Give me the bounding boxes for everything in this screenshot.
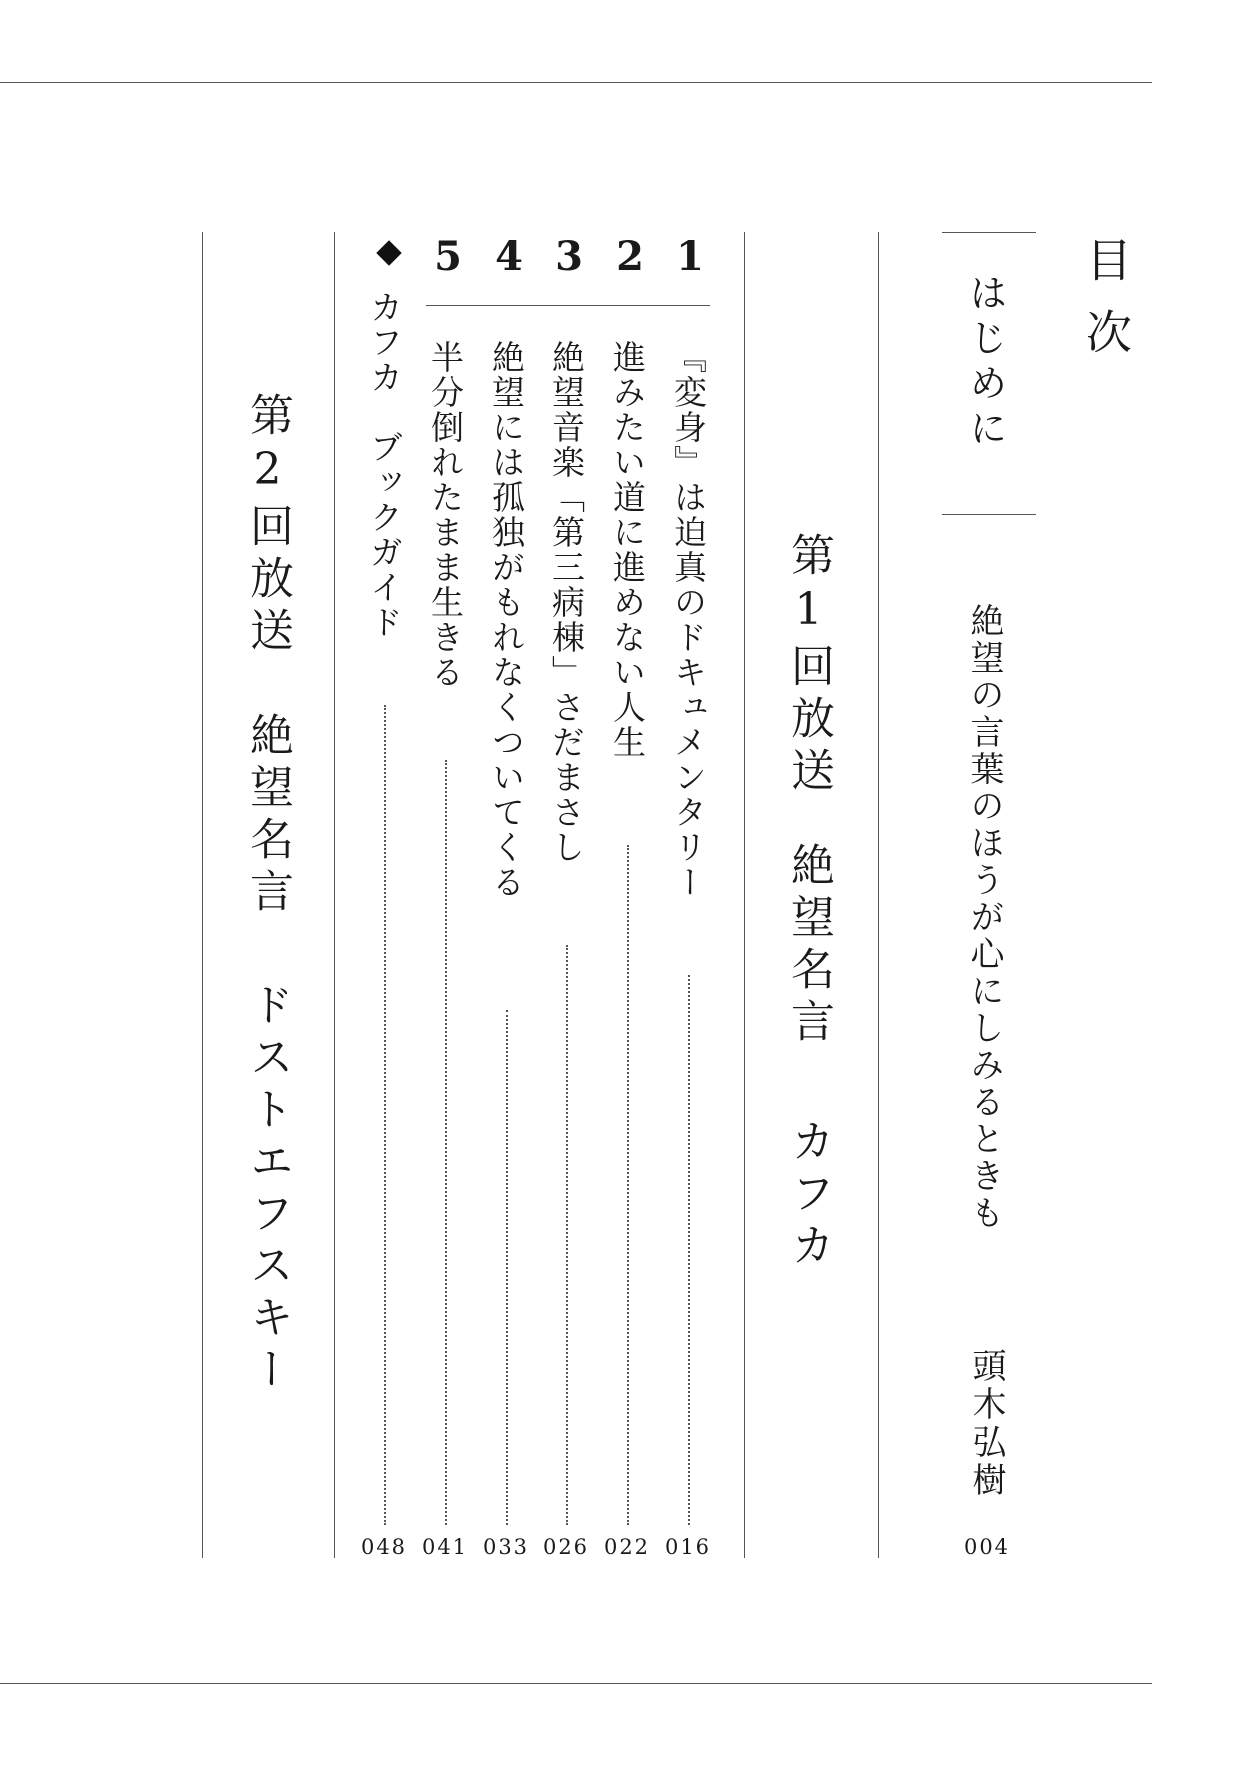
item-2-leader — [627, 845, 629, 1525]
item-5-leader — [445, 760, 447, 1525]
item-2-number: 2 — [616, 233, 644, 280]
intro-subtitle: 絶望の言葉のほうが心にしみるときも — [964, 603, 1004, 1232]
item-5-page: 041 — [421, 1535, 469, 1559]
top-rule — [0, 82, 1152, 83]
item-1-leader — [688, 975, 690, 1525]
item-1-title: 『変身』は迫真のドキュメンタリー — [669, 340, 708, 900]
item-5-title: 半分倒れたまま生きる — [426, 340, 465, 690]
item-3-leader — [566, 945, 568, 1525]
separator-2 — [744, 232, 745, 1558]
page-title: 目次 — [1079, 236, 1133, 380]
separator-4 — [202, 232, 203, 1558]
part1-heading-title: 絶望名言 — [783, 842, 834, 1050]
part2-heading-number: 第2回放送 — [242, 392, 293, 659]
intro-label: はじめに — [963, 273, 1007, 453]
item-3-number: 3 — [555, 233, 583, 280]
intro-author: 頭木弘樹 — [966, 1348, 1006, 1500]
item-4-page: 033 — [482, 1535, 530, 1559]
item-4-leader — [506, 1010, 508, 1525]
item-2-page: 022 — [603, 1535, 651, 1559]
part1-heading-number: 第1回放送 — [783, 532, 834, 799]
item-4-number: 4 — [495, 233, 523, 280]
separator-1 — [878, 232, 879, 1558]
item-2-title: 進みたい道に進めない人生 — [608, 340, 647, 760]
guide-leader — [384, 705, 386, 1525]
item-3-page: 026 — [542, 1535, 590, 1559]
bottom-rule — [0, 1683, 1152, 1684]
part1-heading-subject: カフカ — [783, 1118, 834, 1274]
item-3-title: 絶望音楽「第三病棟」さだまさし — [547, 340, 586, 865]
guide-title: カフカ ブックガイド — [365, 290, 404, 640]
item-1-page: 016 — [664, 1535, 712, 1559]
intro-bottom-rule — [942, 514, 1036, 515]
intro-page-number: 004 — [963, 1535, 1011, 1559]
item-5-number: 5 — [434, 233, 462, 280]
part2-heading-title: 絶望名言 — [242, 712, 293, 920]
item-4-title: 絶望には孤独がもれなくついてくる — [487, 340, 526, 900]
part2-heading-subject: ドストエフスキー — [242, 982, 293, 1398]
numbers-rule — [426, 305, 710, 306]
separator-3 — [334, 232, 335, 1558]
intro-top-rule — [942, 232, 1036, 233]
item-1-number: 1 — [676, 233, 704, 280]
guide-page: 048 — [360, 1535, 408, 1559]
guide-diamond-icon — [376, 240, 401, 265]
